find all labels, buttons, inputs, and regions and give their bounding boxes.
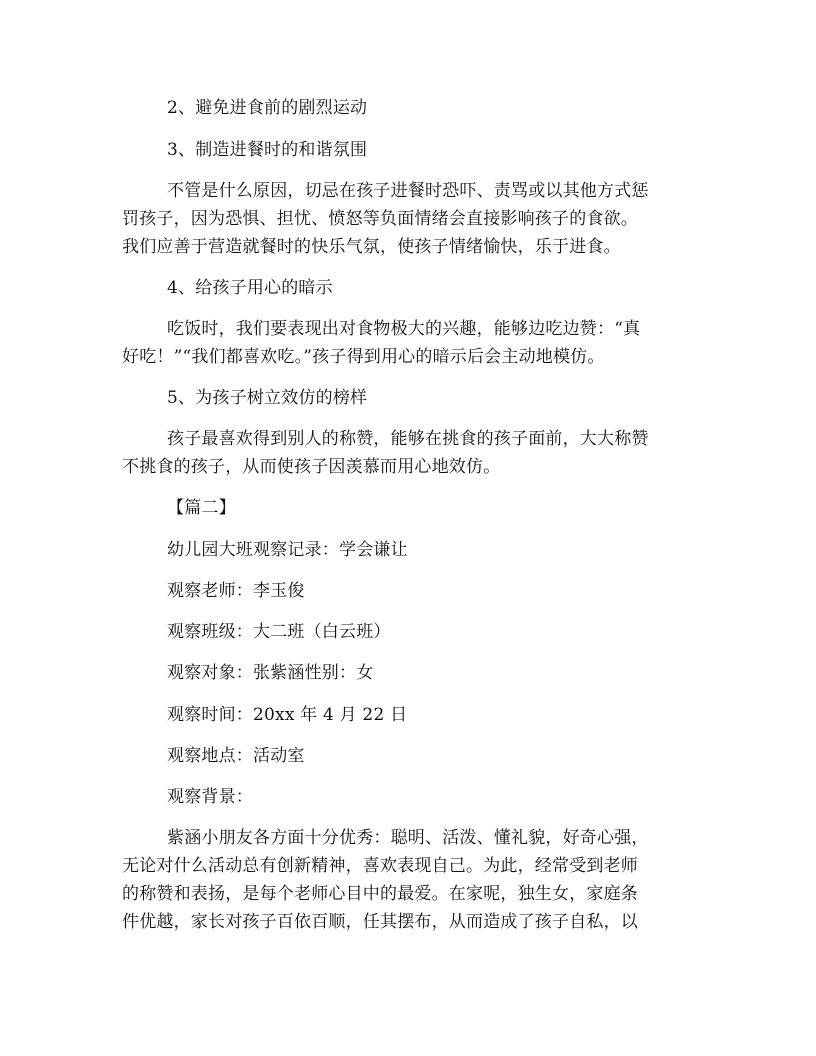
field-subject: 观察对象：张紫涵性别：女	[167, 663, 374, 683]
paragraph-line: 无论对什么活动总有创新精神，喜欢表现自己。为此，经常受到老师	[122, 856, 638, 876]
paragraph-line: 的称赞和表扬，是每个老师心目中的最爱。在家呢，独生女，家庭条	[122, 884, 638, 904]
field-time: 观察时间：20xx 年 4 月 22 日	[167, 705, 408, 725]
paragraph-line: 不挑食的孩子，从而使孩子因羡慕而用心地效仿。	[122, 457, 501, 477]
list-item-2-heading: 2、避免进食前的剧烈运动	[167, 98, 368, 118]
paragraph-line: 紫涵小朋友各方面十分优秀：聪明、活泼、懂礼貌，好奇心强，	[167, 828, 649, 848]
paragraph-line: 件优越，家长对孩子百依百顺，任其摆布，从而造成了孩子自私，以	[122, 912, 638, 932]
paragraph-line: 好吃！”“我们都喜欢吃。”孩子得到用心的暗示后会主动地模仿。	[122, 347, 605, 367]
paragraph-line: 不管是什么原因，切忌在孩子进餐时恐吓、责骂或以其他方式惩	[167, 181, 649, 201]
list-item-4-heading: 4、给孩子用心的暗示	[167, 278, 333, 298]
list-item-3-heading: 3、制造进餐时的和谐氛围	[167, 140, 368, 160]
section-heading: 【篇二】	[167, 498, 236, 518]
field-background: 观察背景：	[167, 787, 253, 807]
field-observer: 观察老师：李玉俊	[167, 581, 305, 601]
paragraph-line: 罚孩子，因为恐惧、担忧、愤怒等负面情绪会直接影响孩子的食欲。	[122, 209, 638, 229]
paragraph-line: 孩子最喜欢得到别人的称赞，能够在挑食的孩子面前，大大称赞	[167, 429, 649, 449]
field-class: 观察班级：大二班（白云班）	[167, 622, 391, 642]
list-item-5-heading: 5、为孩子树立效仿的榜样	[167, 388, 368, 408]
record-title: 幼儿园大班观察记录：学会谦让	[167, 540, 408, 560]
paragraph-line: 我们应善于营造就餐时的快乐气氛，使孩子情绪愉快，乐于进食。	[122, 237, 621, 257]
field-location: 观察地点：活动室	[167, 746, 305, 766]
paragraph-line: 吃饭时，我们要表现出对食物极大的兴趣，能够边吃边赞：“真	[167, 319, 641, 339]
